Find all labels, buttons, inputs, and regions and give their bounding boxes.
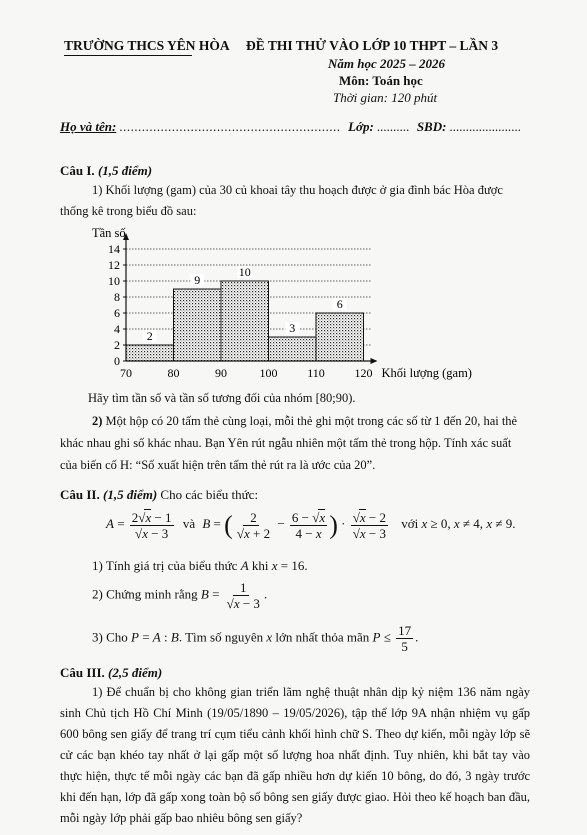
q2-heading-line <box>60 487 258 503</box>
x-tick-label: 120 <box>354 366 373 380</box>
bar-value-label: 2 <box>146 329 153 343</box>
sbd-dots: ...................... <box>449 119 522 134</box>
x-tick-label: 100 <box>259 366 278 380</box>
school-underline <box>64 55 192 56</box>
q3-points: (2,5 điểm) <box>108 665 163 680</box>
y-axis-title: Tần số <box>92 226 126 240</box>
q2-part2: 2) Chứng minh rằng B = $\frac{1}{√x - 3}$ . <box>92 580 268 611</box>
exam-subject: Môn: Toán học <box>339 73 423 88</box>
histogram-bar <box>174 289 222 361</box>
name-dots: ........................................................... <box>119 119 341 134</box>
sbd-label: SBD: <box>416 119 447 134</box>
class-dots: .......... <box>377 119 410 134</box>
q3-heading: Câu III. <box>60 665 105 680</box>
exam-time: Thời gian: 120 phút <box>333 90 438 105</box>
q1-p2-line1: 2) Một hộp có 20 tấm thẻ cùng loại, mỗi thẻ ghi một trong các số từ 1 đến 20, hai thẻ <box>92 414 518 428</box>
q2-part2-prefix: 2) Chứng minh rằng <box>92 586 198 602</box>
y-tick-label: 8 <box>114 290 120 304</box>
condition: với x ≥ 0, x ≠ 4, x ≠ 9. <box>401 516 516 532</box>
bar-value-label: 3 <box>289 321 296 335</box>
x-tick-label: 80 <box>167 366 180 380</box>
histogram-chart <box>60 222 530 387</box>
x-tick-label: 70 <box>120 366 132 380</box>
q2-part1: 1) Tính giá trị của biểu thức A khi x = 16. <box>92 558 308 573</box>
school-name: TRƯỜNG THCS YÊN HÒA <box>64 38 230 53</box>
x-axis-arrow <box>371 358 378 364</box>
q1-p2-line3: của biến cố H: “Số xuất hiện trên tấm thẻ rút ra là ước của 20”. <box>60 458 376 472</box>
q2-heading: Câu II. <box>60 487 100 502</box>
y-tick-label: 6 <box>114 306 120 320</box>
y-tick-label: 2 <box>114 338 120 352</box>
student-info-line <box>60 119 530 135</box>
q1-points: (1,5 điểm) <box>97 163 153 178</box>
q2-intro: Cho các biểu thức: <box>160 487 259 502</box>
q2-part3: 3) Cho P = A : B. Tìm số nguyên x lớn nhất thỏa mãn P ≤ $\frac{17}{5}$ . <box>92 623 419 654</box>
y-tick-label: 12 <box>108 258 120 272</box>
expr-a: A = $\frac{2√x - 1}{√x - 3}$ <box>106 510 172 541</box>
name-label: Họ và tên: <box>60 119 117 134</box>
x-tick-label: 90 <box>215 366 227 380</box>
y-tick-label: 10 <box>108 274 120 288</box>
q1-heading: Câu I. <box>60 163 95 178</box>
q2-expressions <box>106 510 515 541</box>
histogram-bar <box>269 337 317 361</box>
y-tick-label: 0 <box>114 354 120 368</box>
q3-p1: 1) Để chuẩn bị cho không gian triển lãm nghệ thuật nhân dịp kỷ niệm 136 năm ngày sinh Chủ tịch Hồ Chí Minh (19/05/1890 – 19/05/2026), tập thể lớp 9A nhận nhiệm vụ gấp 600 bông sen giấy để trang trí cụm tiểu cảnh khối hình chữ S. Theo dự kiến, mỗi ngày lớp sẽ cử các bạn khéo tay nhất ở lại gấp một số lượng hoa nhất định. Tuy nhiên, khi bắt tay vào thực hiện, thực tế mỗi ngày các bạn đã gấp nhiều hơn dự kiến 10 bông, do đó, 3 ngày trước khi đến hạn, lớp đã gấp xong toàn bộ số bông sen giấy được giao. Hỏi theo kế hoạch ban đầu, mỗi ngày lớp phải gấp bao nhiêu bông sen giấy? <box>60 685 530 825</box>
q1-p1-line2: thống kê trong biểu đồ sau: <box>60 204 197 218</box>
bar-value-label: 9 <box>194 273 201 287</box>
q1-heading-line <box>60 163 152 179</box>
q1-p1-line1: 1) Khối lượng (gam) của 30 củ khoai tây thu hoạch được ở gia đình bác Hòa được <box>92 183 503 197</box>
q3-heading-line <box>60 665 162 681</box>
q1-p2-line2: khác nhau ghi số khác nhau. Bạn Yên rút ngẫu nhiên một tấm thẻ trong hộp. Tính xác suất <box>60 436 512 450</box>
bar-value-label: 10 <box>238 265 251 279</box>
y-tick-label: 14 <box>108 242 120 256</box>
and-word: và <box>182 516 196 532</box>
exam-title: ĐỀ THI THỬ VÀO LỚP 10 THPT – LẦN 3 <box>246 38 499 53</box>
q1-after-chart: Hãy tìm tần số và tần số tương đối của nhóm [80;90). <box>88 391 356 405</box>
class-label: Lớp: <box>348 119 374 134</box>
bar-value-label: 6 <box>336 297 343 311</box>
expr-b: B = ( $\frac{2}{√x + 2}$ − $\frac{6 - √x}{4 - x}$ ) · $\frac{√x - 2}{√x - 3}$ <box>202 510 386 541</box>
q2-points: (1,5 điểm) <box>103 487 158 502</box>
histogram-bar <box>316 313 364 361</box>
histogram-bar <box>221 281 269 361</box>
exam-year: Năm học 2025 – 2026 <box>328 56 445 71</box>
x-axis-title: Khối lượng (gam) <box>381 366 472 380</box>
x-tick-label: 110 <box>307 366 325 380</box>
y-tick-label: 4 <box>114 322 120 336</box>
histogram-bar <box>126 345 174 361</box>
